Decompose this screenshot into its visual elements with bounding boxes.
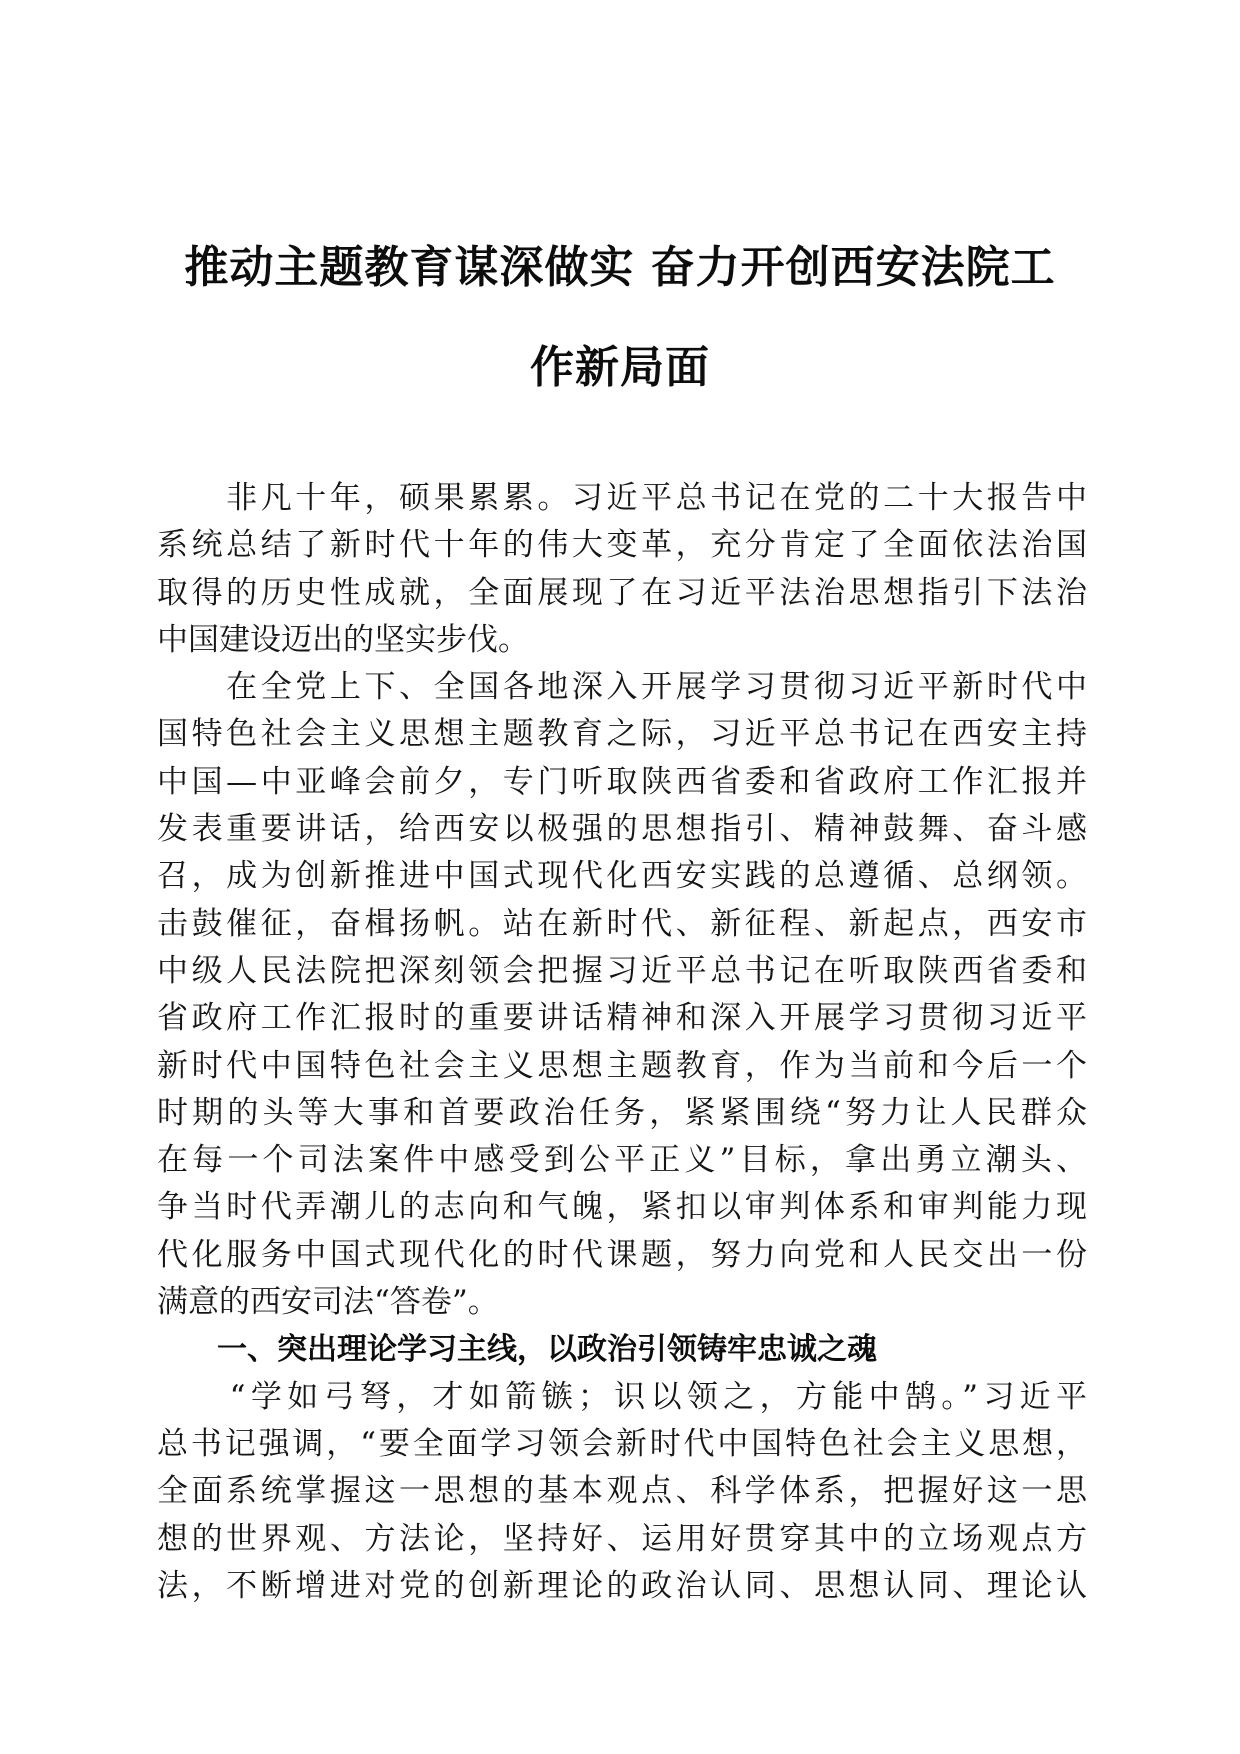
paragraph-2 — [157, 664, 1087, 900]
paragraph-2-line-4: 发表重要讲话，给西安以极强的思想指引、精神鼓舞、奋斗感 — [157, 811, 1087, 848]
document-title — [160, 218, 1080, 418]
paragraph-1-line-3: 取得的历史性成就，全面展现了在习近平法治思想指引下法治 — [157, 574, 1087, 611]
document-body — [157, 475, 1087, 1610]
title-line-1: 推动主题教育谋深做实 奋力开创西安法院工 — [184, 242, 1056, 293]
paragraph-3-line-4: 新时代中国特色社会主义思想主题教育，作为当前和今后一个 — [157, 1047, 1087, 1084]
paragraph-2-line-1: 在全党上下、全国各地深入开展学习贯彻习近平新时代中 — [157, 669, 1087, 706]
paragraph-2-line-5: 召，成为创新推进中国式现代化西安实践的总遵循、总纲领。 — [157, 858, 1087, 895]
paragraph-2-line-3: 中国—中亚峰会前夕，专门听取陕西省委和省政府工作汇报并 — [157, 763, 1087, 800]
paragraph-4-line-5: 法，不断增进对党的创新理论的政治认同、思想认同、理论认 — [157, 1567, 1087, 1604]
paragraph-4-line-1: “学如弓弩，才如箭镞；识以领之，方能中鹄。”习近平 — [157, 1378, 1087, 1415]
paragraph-4-line-2: 总书记强调，“要全面学习领会新时代中国特色社会主义思想， — [157, 1425, 1087, 1462]
paragraph-3-line-8: 代化服务中国式现代化的时代课题，努力向党和人民交出一份 — [157, 1236, 1087, 1273]
paragraph-3-line-9: 满意的西安司法“答卷”。 — [157, 1284, 499, 1321]
paragraph-1 — [157, 475, 1087, 664]
paragraph-3-line-1: 击鼓催征，奋楫扬帆。站在新时代、新征程、新起点，西安市 — [157, 905, 1087, 942]
paragraph-3-line-2: 中级人民法院把深刻领会把握习近平总书记在听取陕西省委和 — [157, 952, 1087, 989]
paragraph-1-line-1: 非凡十年，硕果累累。习近平总书记在党的二十大报告中 — [157, 480, 1087, 516]
paragraph-3-line-7: 争当时代弄潮儿的志向和气魄，紧扣以审判体系和审判能力现 — [157, 1189, 1087, 1226]
section-1-heading: 一、突出理论学习主线，以政治引领铸牢忠诚之魂 — [157, 1332, 877, 1368]
paragraph-1-line-4: 中国建设迈出的坚实步伐。 — [157, 621, 529, 658]
paragraph-3-line-6: 在每一个司法案件中感受到公平正义”目标，拿出勇立潮头、 — [157, 1142, 1087, 1179]
paragraph-3-line-3: 省政府工作汇报时的重要讲话精神和深入开展学习贯彻习近平 — [157, 1000, 1087, 1037]
paragraph-3 — [157, 901, 1087, 1327]
paragraph-4 — [157, 1374, 1087, 1610]
paragraph-4-line-3: 全面系统掌握这一思想的基本观点、科学体系，把握好这一思 — [157, 1473, 1087, 1510]
paragraph-1-line-2: 系统总结了新时代十年的伟大变革，充分肯定了全面依法治国 — [157, 527, 1087, 564]
paragraph-3-line-5: 时期的头等大事和首要政治任务，紧紧围绕“努力让人民群众 — [157, 1094, 1087, 1131]
title-line-2: 作新局面 — [530, 342, 710, 393]
paragraph-4-line-4: 想的世界观、方法论，坚持好、运用好贯穿其中的立场观点方 — [157, 1520, 1087, 1557]
paragraph-2-line-2: 国特色社会主义思想主题教育之际，习近平总书记在西安主持 — [157, 716, 1087, 753]
